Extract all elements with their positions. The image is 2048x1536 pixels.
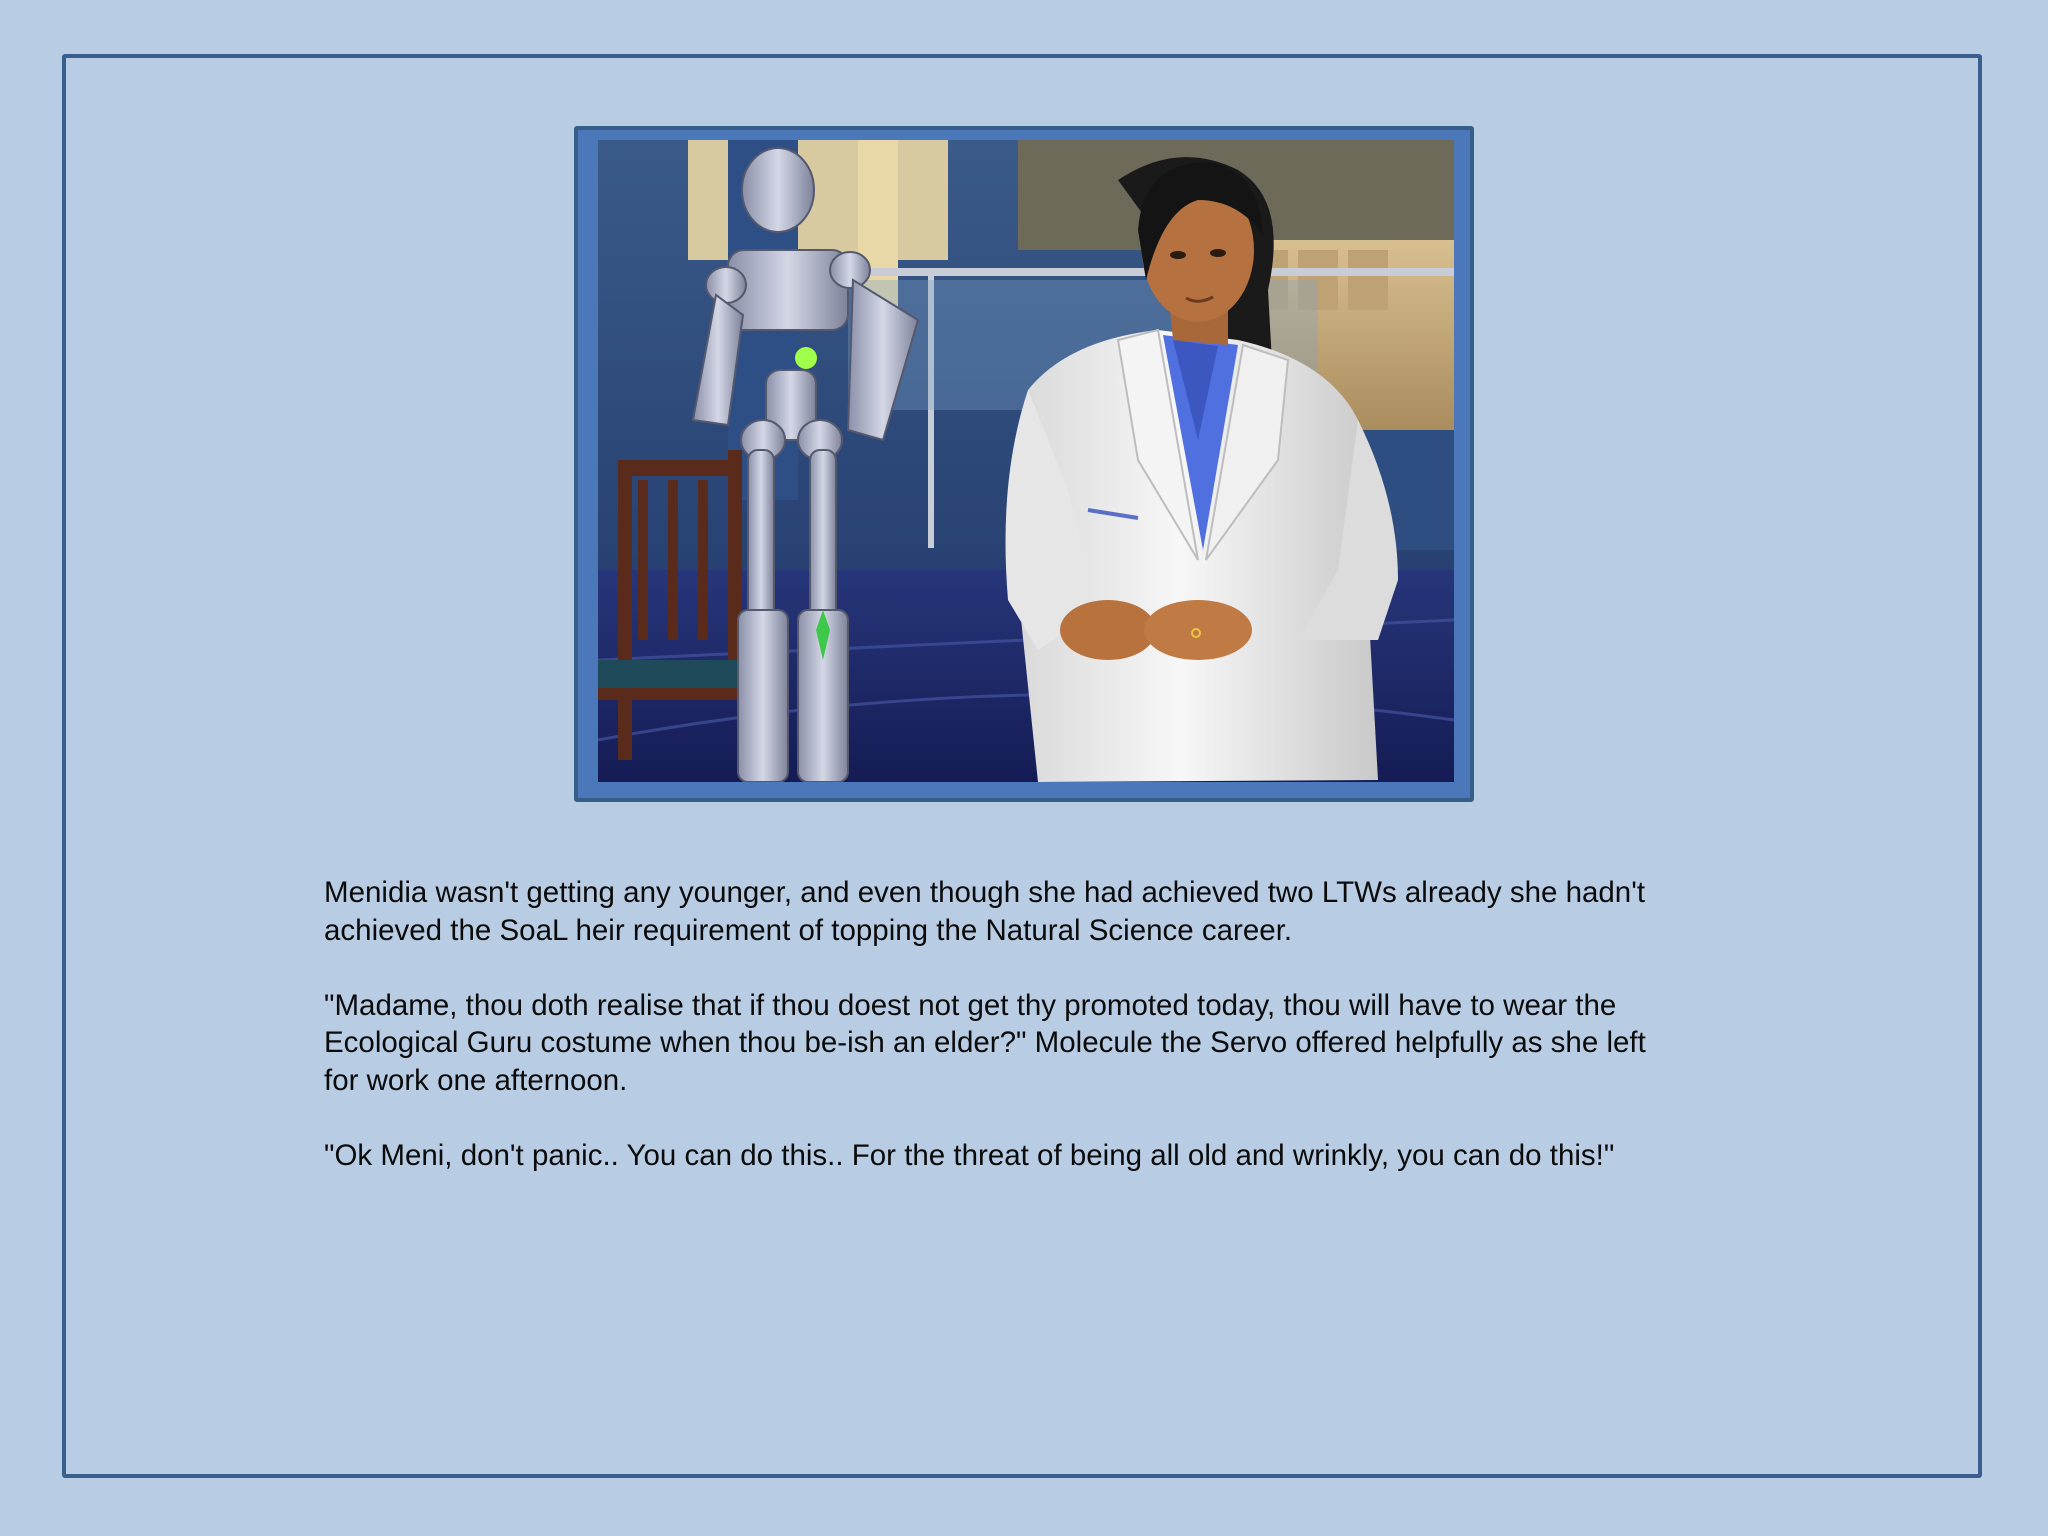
story-paragraph-2: "Madame, thou doth realise that if thou doest not get thy promoted today, thou will have to wear the Ecological Guru costume when thou be-ish an elder?" Molecule the Servo offered helpfully as she left for work one afternoon. bbox=[324, 988, 1646, 1097]
game-screenshot bbox=[598, 140, 1454, 782]
screenshot-frame bbox=[574, 126, 1474, 802]
story-text bbox=[324, 874, 1664, 1212]
story-paragraph-3: "Ok Meni, don't panic.. You can do this.. For the threat of being all old and wrinkly, you can do this!" bbox=[324, 1138, 1615, 1172]
story-paragraph-1: Menidia wasn't getting any younger, and even though she had achieved two LTWs already she hadn't achieved the SoaL heir requirement of topping the Natural Science career. bbox=[324, 876, 1646, 947]
